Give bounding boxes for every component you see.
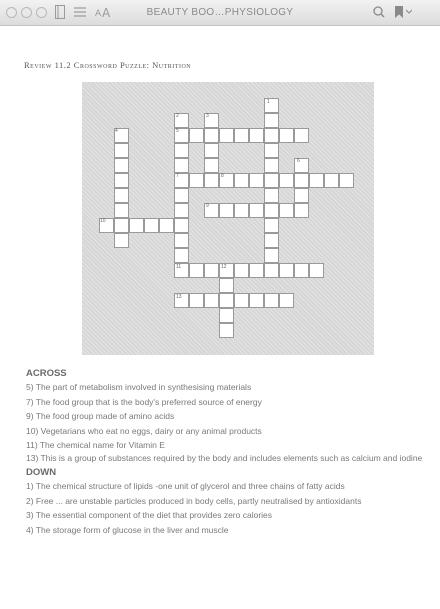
crossword-cell[interactable] — [279, 293, 294, 308]
crossword-cell[interactable] — [219, 278, 234, 293]
crossword-cell[interactable] — [219, 323, 234, 338]
search-icon[interactable] — [373, 5, 385, 19]
crossword-cell[interactable] — [249, 203, 264, 218]
crossword-cell[interactable] — [174, 218, 189, 233]
crossword-cell[interactable] — [234, 128, 249, 143]
clue-number-10: 10 — [100, 218, 106, 224]
crossword-cell[interactable] — [294, 128, 309, 143]
crossword-cell[interactable] — [339, 173, 354, 188]
chevron-down-icon[interactable] — [406, 9, 412, 15]
clue-number-7: 7 — [176, 173, 179, 179]
crossword-cell[interactable] — [264, 233, 279, 248]
across-clue: 13) This is a group of substances required by the body and includes elements such as calcium and iodine — [26, 452, 423, 463]
crossword-cell[interactable] — [114, 143, 129, 158]
crossword-cell[interactable] — [219, 203, 234, 218]
crossword-cell[interactable] — [174, 233, 189, 248]
crossword-cell[interactable] — [234, 293, 249, 308]
crossword-cell[interactable] — [264, 218, 279, 233]
window-titlebar — [0, 0, 440, 26]
crossword-cell[interactable] — [249, 173, 264, 188]
crossword-cell[interactable] — [204, 143, 219, 158]
crossword-cell[interactable] — [114, 188, 129, 203]
crossword-cell[interactable] — [114, 158, 129, 173]
crossword-cell[interactable] — [204, 173, 219, 188]
down-heading: DOWN — [26, 466, 57, 478]
crossword-cell[interactable] — [264, 143, 279, 158]
down-clue: 3) The essential component of the diet that provides zero calories — [26, 510, 273, 521]
crossword-grid — [82, 82, 374, 355]
crossword-cell[interactable] — [279, 173, 294, 188]
crossword-cell[interactable] — [264, 128, 279, 143]
crossword-cell[interactable] — [249, 293, 264, 308]
crossword-cell[interactable] — [249, 263, 264, 278]
crossword-cell[interactable] — [189, 128, 204, 143]
crossword-cell[interactable] — [144, 218, 159, 233]
clue-number-9: 9 — [206, 203, 209, 209]
clue-number-5: 5 — [176, 128, 179, 134]
crossword-cell[interactable] — [219, 308, 234, 323]
crossword-cell[interactable] — [189, 263, 204, 278]
crossword-cell[interactable] — [234, 263, 249, 278]
crossword-cell[interactable] — [204, 293, 219, 308]
crossword-cell[interactable] — [264, 293, 279, 308]
clue-number-8: 8 — [221, 173, 224, 179]
across-clue: 11) The chemical name for Vitamin E — [26, 440, 165, 451]
across-clue: 7) The food group that is the body's preferred source of energy — [26, 396, 262, 407]
down-clue: 1) The chemical structure of lipids -one unit of glycerol and three chains of fatty acids — [26, 480, 345, 491]
crossword-cell[interactable] — [294, 173, 309, 188]
clue-number-11: 11 — [176, 264, 182, 270]
across-clue: 9) The food group made of amino acids — [26, 411, 175, 422]
crossword-cell[interactable] — [294, 188, 309, 203]
clue-number-4: 4 — [115, 128, 118, 134]
crossword-cell[interactable] — [174, 143, 189, 158]
crossword-cell[interactable] — [264, 113, 279, 128]
clue-number-12: 12 — [221, 264, 227, 270]
crossword-cell[interactable] — [114, 173, 129, 188]
crossword-cell[interactable] — [219, 293, 234, 308]
crossword-cell[interactable] — [174, 158, 189, 173]
across-heading: ACROSS — [26, 368, 67, 379]
crossword-cell[interactable] — [219, 128, 234, 143]
crossword-cell[interactable] — [249, 128, 264, 143]
crossword-cell[interactable] — [189, 173, 204, 188]
crossword-cell[interactable] — [114, 218, 129, 233]
down-clue: 4) The storage form of glucose in the liver and muscle — [26, 524, 229, 535]
clue-number-13: 13 — [176, 294, 182, 300]
crossword-cell[interactable] — [309, 263, 324, 278]
crossword-cell[interactable] — [279, 263, 294, 278]
crossword-cell[interactable] — [264, 263, 279, 278]
down-clue: 2) Free ... are unstable particles produced in body cells, partly neutralised by antioxidants — [26, 495, 362, 506]
svg-text:A: A — [102, 6, 111, 19]
window-title: BEAUTY BOO…PHYSIOLOGY — [146, 7, 294, 18]
crossword-cell[interactable] — [114, 203, 129, 218]
svg-text:A: A — [95, 9, 102, 19]
across-clue: 5) The part of metabolism involved in synthesising materials — [26, 382, 252, 392]
crossword-cell[interactable] — [264, 248, 279, 263]
bookmark-icon[interactable] — [394, 5, 404, 19]
clue-number-1: 1 — [267, 99, 270, 105]
crossword-cell[interactable] — [129, 218, 144, 233]
crossword-cell[interactable] — [264, 188, 279, 203]
clue-number-6: 6 — [297, 158, 300, 164]
crossword-cell[interactable] — [324, 173, 339, 188]
crossword-cell[interactable] — [189, 293, 204, 308]
crossword-cell[interactable] — [294, 203, 309, 218]
crossword-cell[interactable] — [234, 203, 249, 218]
crossword-cell[interactable] — [234, 173, 249, 188]
crossword-cell[interactable] — [294, 263, 309, 278]
clue-number-2: 2 — [176, 113, 179, 119]
crossword-cell[interactable] — [204, 158, 219, 173]
clue-number-3: 3 — [206, 113, 209, 119]
crossword-cell[interactable] — [174, 188, 189, 203]
crossword-cell[interactable] — [279, 128, 294, 143]
crossword-cell[interactable] — [159, 218, 174, 233]
crossword-cell[interactable] — [264, 158, 279, 173]
crossword-cell[interactable] — [264, 203, 279, 218]
crossword-cell[interactable] — [114, 233, 129, 248]
crossword-cell[interactable] — [204, 263, 219, 278]
crossword-cell[interactable] — [174, 203, 189, 218]
across-clue: 10) Vegetarians who eat no eggs, dairy or any animal products — [26, 425, 262, 436]
crossword-cell[interactable] — [264, 173, 279, 188]
crossword-cell[interactable] — [204, 128, 219, 143]
crossword-cell[interactable] — [174, 248, 189, 263]
page-heading: Review 11.2 Crossword Puzzle: Nutrition — [24, 60, 192, 70]
clues-section — [26, 368, 436, 537]
crossword-cell[interactable] — [309, 173, 324, 188]
crossword-cell[interactable] — [279, 203, 294, 218]
